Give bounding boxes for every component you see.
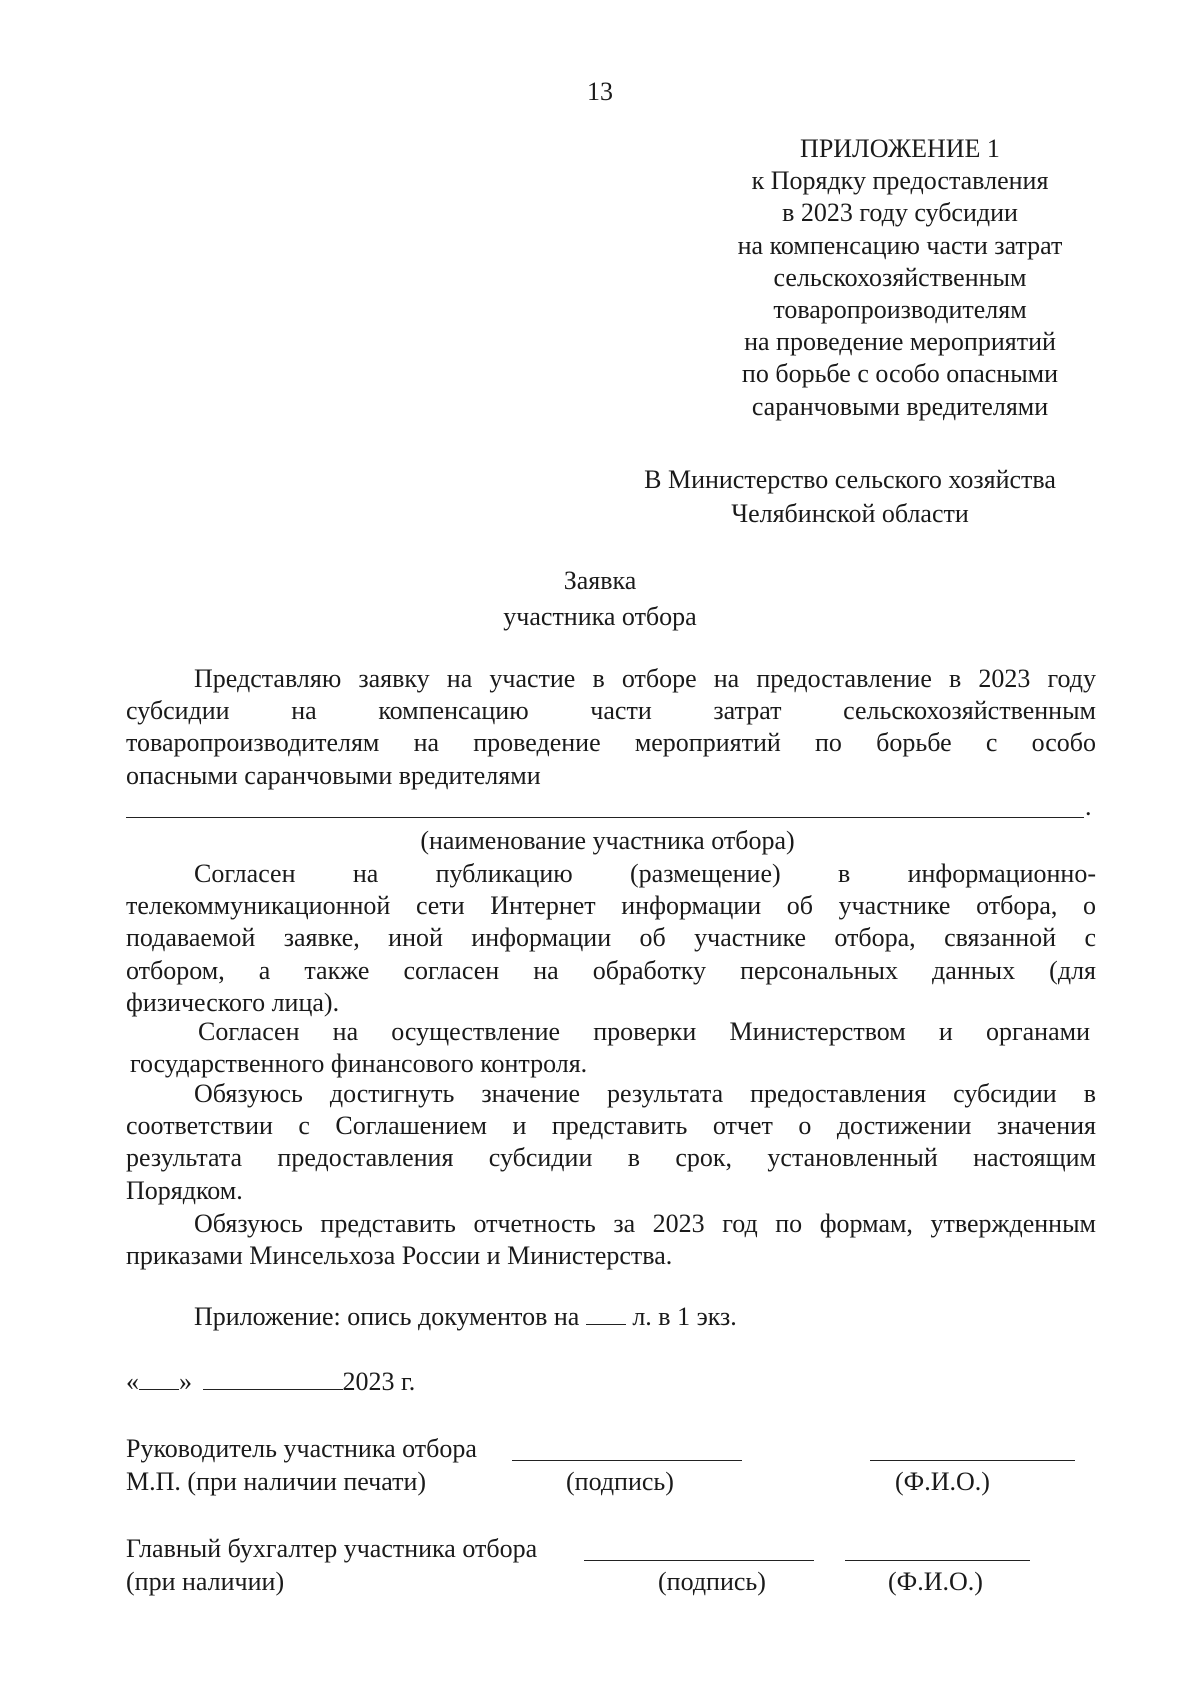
- date-day-field[interactable]: [139, 1369, 179, 1390]
- date-year: 2023 г.: [342, 1367, 416, 1396]
- attachment-suffix: л. в 1 экз.: [632, 1302, 737, 1331]
- intro-paragraph: [126, 663, 1096, 792]
- paragraph-line: соответствии с Соглашением и представить отчет о достижении значения: [126, 1111, 1096, 1141]
- paragraph-line: товаропроизводителям на проведение мероприятий по борьбе с особо: [126, 728, 1096, 758]
- obligation-result-paragraph: [126, 1078, 1096, 1207]
- head-role-label: Руководитель участника отбора: [126, 1434, 477, 1463]
- date-close-quote: »: [179, 1367, 192, 1396]
- appendix-line: на проведение мероприятий: [744, 327, 1056, 357]
- addressee-line: Челябинской области: [731, 499, 969, 528]
- participant-name-caption: (наименование участника отбора): [420, 826, 795, 855]
- head-signature-field[interactable]: [512, 1440, 742, 1461]
- paragraph-line: приказами Минсельхоза России и Министерства.: [126, 1241, 673, 1271]
- date-line: [126, 1366, 415, 1398]
- head-name-field[interactable]: [870, 1440, 1075, 1461]
- appendix-line: в 2023 году субсидии: [782, 198, 1018, 228]
- sheet-count-field[interactable]: [586, 1304, 626, 1325]
- paragraph-line: результата предоставления субсидии в срок, установленный настоящим: [126, 1143, 1096, 1173]
- paragraph-line: телекоммуникационной сети Интернет информации об участнике отбора, о: [126, 891, 1096, 921]
- addressee: [600, 463, 1100, 531]
- appendix-header: [640, 133, 1160, 423]
- paragraph-line: Обязуюсь представить отчетность за 2023 год по формам, утвержденным: [194, 1209, 1096, 1238]
- appendix-line: сельскохозяйственным: [773, 262, 1027, 292]
- paragraph-line: Обязуюсь достигнуть значение результата предоставления субсидии в: [194, 1079, 1096, 1108]
- participant-name-field[interactable]: [126, 817, 1084, 818]
- name-field-dot: .: [1085, 792, 1092, 821]
- page-number: 13: [587, 77, 613, 106]
- attachment-prefix: Приложение: опись документов на: [194, 1302, 580, 1331]
- paragraph-line: опасными саранчовыми вредителями: [126, 760, 541, 790]
- addressee-line: В Министерство сельского хозяйства: [644, 465, 1056, 494]
- consent-verification-paragraph: [130, 1016, 1090, 1080]
- title-line: участника отбора: [503, 602, 697, 631]
- date-open-quote: «: [126, 1367, 139, 1396]
- paragraph-line: подаваемой заявке, иной информации об участнике отбора, связанной с: [126, 923, 1096, 953]
- paragraph-line: государственного финансового контроля.: [130, 1049, 588, 1079]
- accountant-note: (при наличии): [126, 1567, 285, 1596]
- appendix-line: на компенсацию части затрат: [737, 230, 1063, 260]
- appendix-line: к Порядку предоставления: [751, 166, 1049, 196]
- accountant-signature-caption: (подпись): [658, 1567, 766, 1596]
- appendix-line: саранчовыми вредителями: [751, 391, 1049, 421]
- appendix-line: по борьбе с особо опасными: [741, 359, 1059, 389]
- document-title: [0, 563, 1200, 635]
- obligation-reporting-paragraph: [126, 1208, 1096, 1272]
- accountant-role-label: Главный бухгалтер участника отбора: [126, 1534, 538, 1563]
- accountant-name-caption: (Ф.И.О.): [888, 1567, 983, 1596]
- paragraph-line: Порядком.: [126, 1175, 243, 1205]
- paragraph-line: Согласен на осуществление проверки Министерством и органами: [198, 1017, 1090, 1046]
- accountant-signature-field[interactable]: [584, 1540, 814, 1561]
- paragraph-line: Представляю заявку на участие в отборе на предоставление в 2023 году: [194, 664, 1096, 693]
- head-name-caption: (Ф.И.О.): [895, 1467, 990, 1496]
- seal-label: М.П. (при наличии печати): [126, 1467, 427, 1496]
- attachment-line: [194, 1301, 737, 1333]
- paragraph-line: Согласен на публикацию (размещение) в информационно-: [194, 859, 1096, 888]
- date-month-field[interactable]: [203, 1369, 343, 1390]
- paragraph-line: физического лица).: [126, 987, 340, 1017]
- paragraph-line: субсидии на компенсацию части затрат сельскохозяйственным: [126, 696, 1096, 726]
- head-signature-caption: (подпись): [566, 1467, 674, 1496]
- appendix-line: товаропроизводителям: [773, 295, 1027, 325]
- paragraph-line: отбором, а также согласен на обработку персональных данных (для: [126, 955, 1096, 985]
- appendix-line: ПРИЛОЖЕНИЕ 1: [800, 134, 1000, 163]
- consent-publication-paragraph: [126, 858, 1096, 1019]
- accountant-name-field[interactable]: [845, 1540, 1030, 1561]
- title-line: Заявка: [563, 566, 637, 595]
